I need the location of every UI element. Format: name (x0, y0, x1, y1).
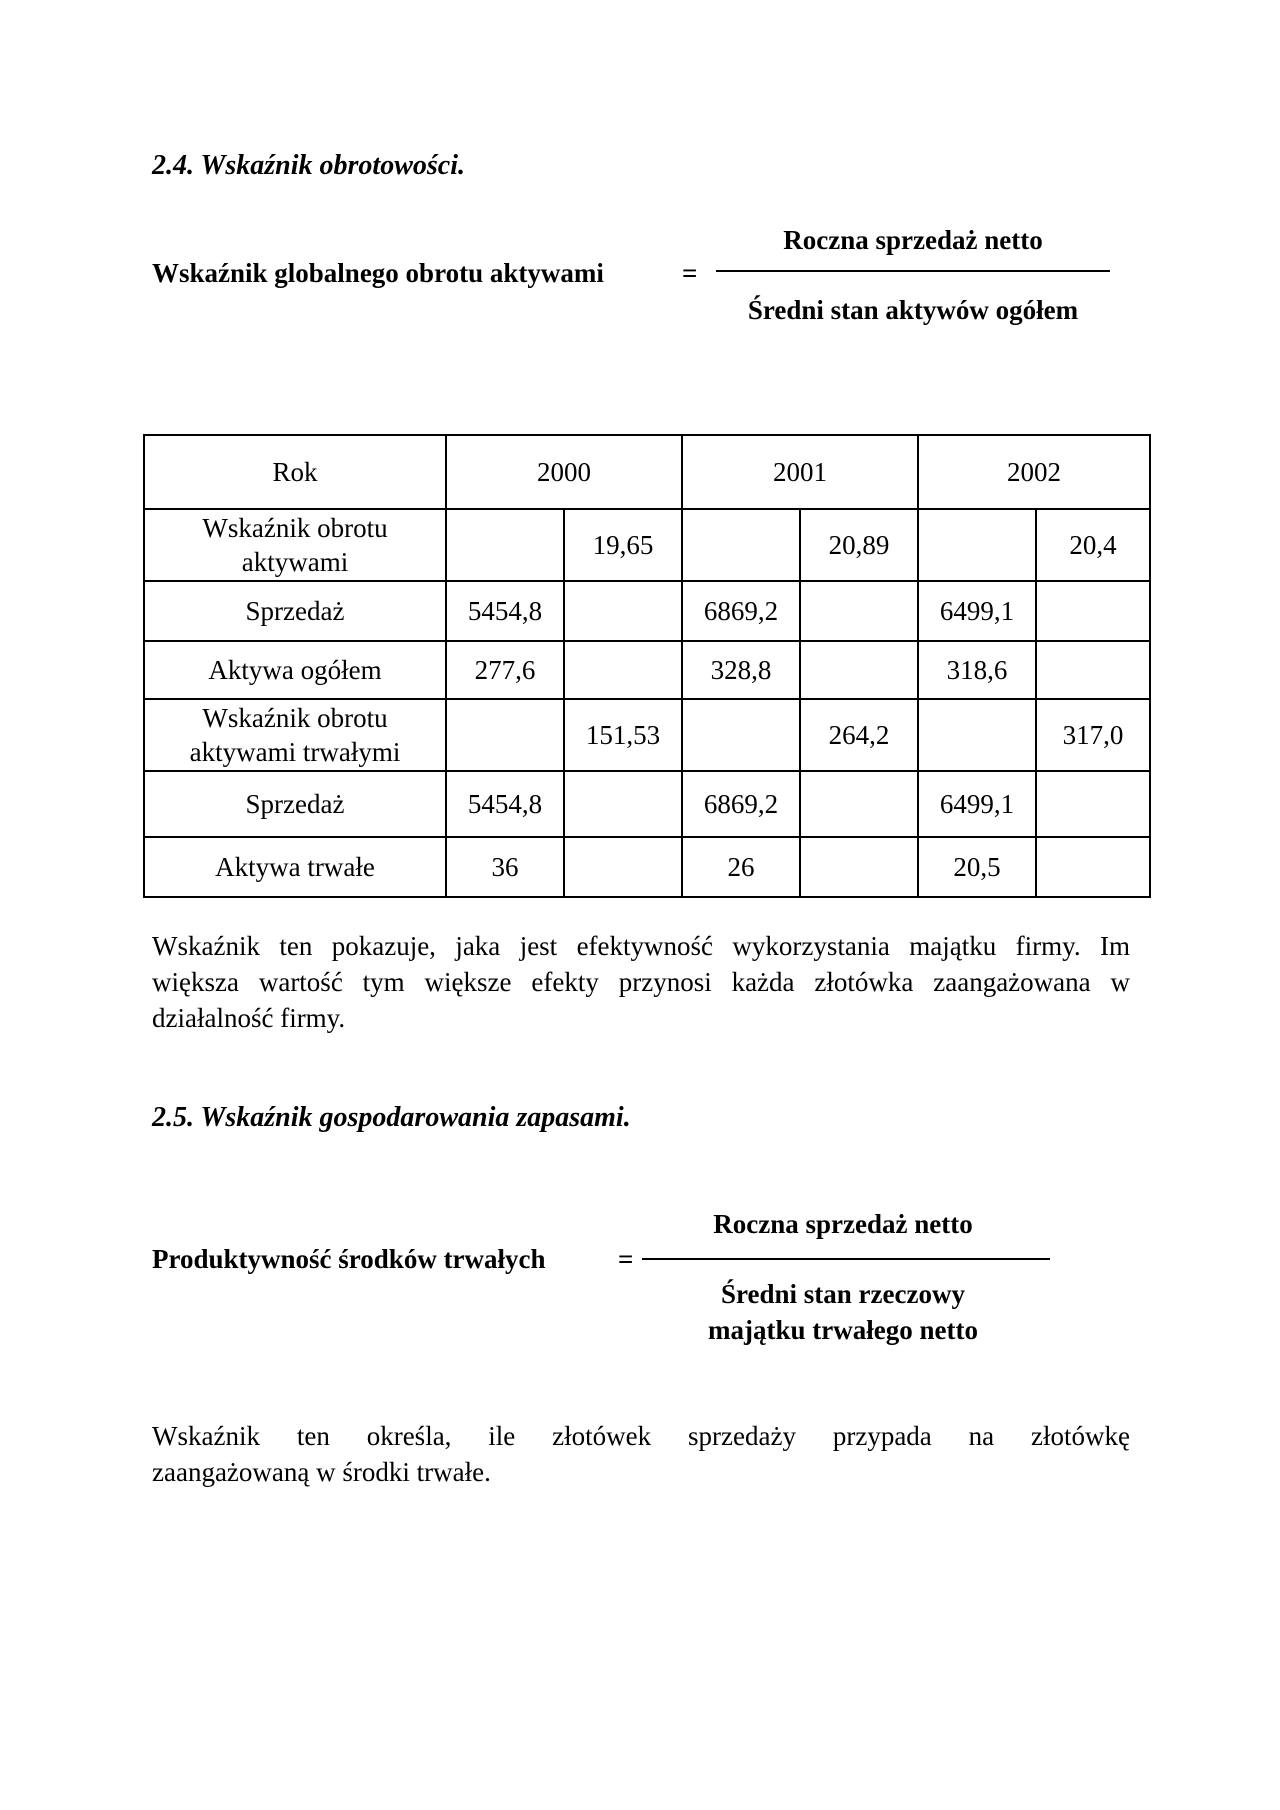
turnover-ratio-table (143, 434, 1151, 898)
table-cell: 20,4 (1036, 509, 1150, 581)
formula-denominator (638, 1276, 1048, 1348)
table-cell: 5454,8 (446, 771, 564, 837)
table-cell (1036, 837, 1150, 897)
table-row (144, 641, 1150, 699)
table-cell: 19,65 (564, 509, 682, 581)
table-cell: 264,2 (800, 699, 918, 771)
table-cell: 6499,1 (918, 581, 1036, 641)
table-cell: 36 (446, 837, 564, 897)
row-label-line: aktywami trwałymi (189, 737, 401, 767)
fraction-bar (642, 1258, 1050, 1260)
header-cell-year: 2001 (682, 435, 918, 509)
header-cell-year: 2000 (446, 435, 682, 509)
formula-equals-sign: = (618, 1244, 634, 1274)
header-cell-rok: Rok (144, 435, 446, 509)
row-label: Sprzedaż (144, 581, 446, 641)
table-cell (1036, 771, 1150, 837)
table-cell: 6499,1 (918, 771, 1036, 837)
row-label-line: Wskaźnik obrotu (202, 513, 388, 543)
section-heading-2-4: 2.4. Wskaźnik obrotowości. (152, 150, 465, 181)
table-cell: 20,5 (918, 837, 1036, 897)
row-label (144, 699, 446, 771)
table-cell (564, 641, 682, 699)
paragraph-line: Wskaźnik ten pokazuje, jaka jest efektywność wykorzystania majątku firmy. Im (152, 931, 1130, 961)
table-header-row (144, 435, 1150, 509)
table-cell (800, 771, 918, 837)
row-label-line: aktywami (241, 547, 349, 577)
row-label: Aktywa trwałe (144, 837, 446, 897)
table-cell (918, 699, 1036, 771)
formula-numerator: Roczna sprzedaż netto (713, 1209, 973, 1239)
table-cell: 318,6 (918, 641, 1036, 699)
paragraph-line: działalność firmy. (152, 1003, 346, 1033)
table-cell: 5454,8 (446, 581, 564, 641)
row-label: Aktywa ogółem (144, 641, 446, 699)
table-cell (564, 771, 682, 837)
table-cell (682, 509, 800, 581)
table-cell (564, 837, 682, 897)
table-cell (1036, 581, 1150, 641)
table-cell (918, 509, 1036, 581)
table-cell: 151,53 (564, 699, 682, 771)
table-row (144, 699, 1150, 771)
table-cell: 20,89 (800, 509, 918, 581)
table-cell (800, 641, 918, 699)
section-heading-2-5: 2.5. Wskaźnik gospodarowania zapasami. (152, 1102, 631, 1133)
row-label: Sprzedaż (144, 771, 446, 837)
row-label (144, 509, 446, 581)
table-cell (682, 699, 800, 771)
header-cell-year: 2002 (918, 435, 1150, 509)
paragraph-line: zaangażowaną w środki trwałe. (152, 1457, 491, 1487)
table-cell: 6869,2 (682, 581, 800, 641)
table-cell: 328,8 (682, 641, 800, 699)
table-cell (446, 699, 564, 771)
table-row (144, 771, 1150, 837)
paragraph-line: większa wartość tym większe efekty przynosi każda złotówka zaangażowana w (152, 967, 1130, 997)
table-cell: 317,0 (1036, 699, 1150, 771)
table-row (144, 581, 1150, 641)
row-label-line: Wskaźnik obrotu (202, 703, 388, 733)
table-cell: 6869,2 (682, 771, 800, 837)
table-cell: 277,6 (446, 641, 564, 699)
formula-equals-sign: = (682, 258, 698, 288)
fraction-bar (716, 270, 1110, 272)
formula-denominator-line: majątku trwałego netto (708, 1315, 978, 1345)
formula-asset-turnover-label: Wskaźnik globalnego obrotu aktywami (152, 258, 604, 288)
paragraph-fixed-asset-sales (152, 1418, 1130, 1490)
paragraph-asset-efficiency (152, 928, 1130, 1036)
table-row (144, 837, 1150, 897)
table-cell (446, 509, 564, 581)
formula-denominator-line: Średni stan rzeczowy (721, 1279, 965, 1309)
table-cell (564, 581, 682, 641)
table-cell (800, 837, 918, 897)
paragraph-line: Wskaźnik ten określa, ile złotówek sprzedaży przypada na złotówkę (152, 1421, 1130, 1451)
table-cell: 26 (682, 837, 800, 897)
table-cell (1036, 641, 1150, 699)
table-row (144, 509, 1150, 581)
table-cell (800, 581, 918, 641)
formula-numerator: Roczna sprzedaż netto (783, 225, 1043, 255)
formula-fixed-asset-productivity-label: Produktywność środków trwałych (152, 1244, 546, 1274)
formula-denominator: Średni stan aktywów ogółem (747, 295, 1079, 325)
